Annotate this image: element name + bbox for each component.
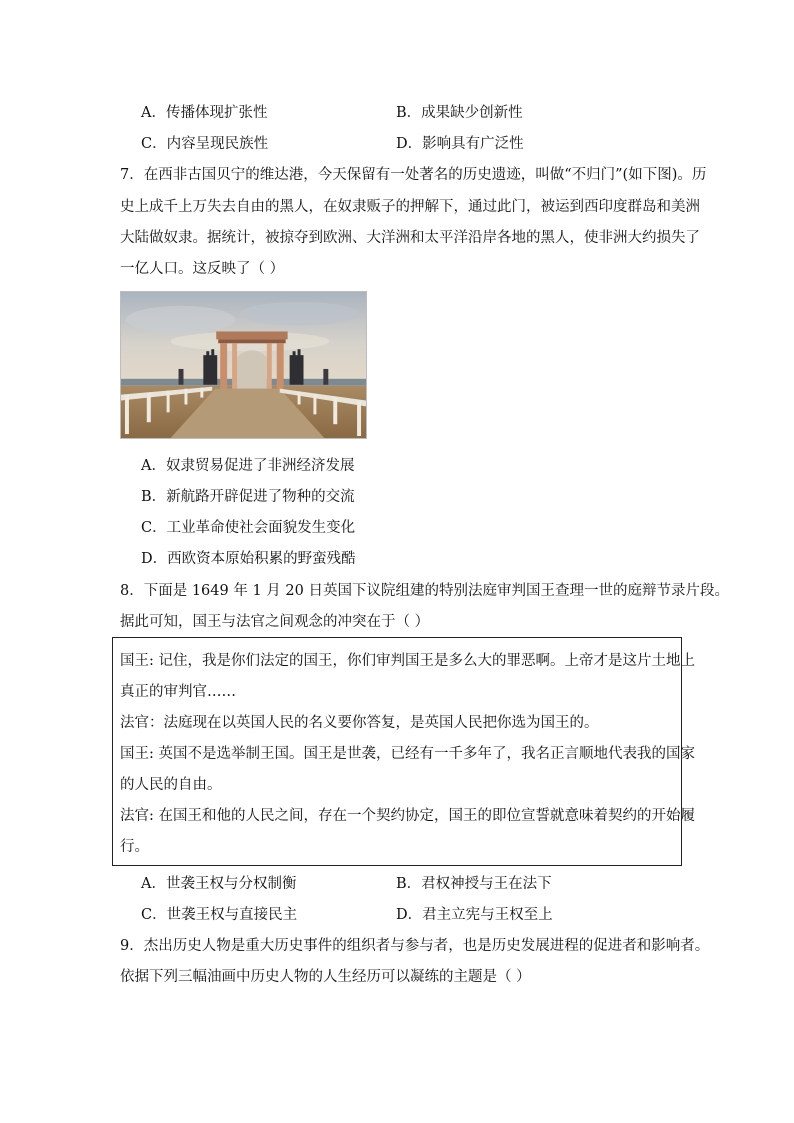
q6-option-d[interactable]: D．影响具有广泛性 [396,136,524,152]
q8-stem-line-2: 据此可知，国王与法官之间观念的冲突在于（ ） [120,614,430,630]
q7-stem-line-3: 大陆做奴隶。据统计，被掠夺到欧洲、大洋洲和太平洋沿岸各地的黑人，使非洲大约损失了 [120,230,700,246]
q7-stem-line-2: 史上成千上万失去自由的黑人，在奴隶贩子的押解下，通过此门，被运到西印度群岛和美洲 [120,199,700,215]
q9-stem-line-1: 9．杰出历史人物是重大历史事件的组织者与参与者，也是历史发展进程的促进者和影响者。 [120,938,710,954]
q8-option-b[interactable]: B．君权神授与王在法下 [396,876,552,892]
q9-stem-line-2: 依据下列三幅油画中历史人物的人生经历可以凝练的主题是（ ） [120,969,531,985]
q7-option-d[interactable]: D．西欧资本原始积累的野蛮残酷 [141,551,356,567]
q8-option-d[interactable]: D．君主立宪与王权至上 [396,907,553,923]
q7-stem-line-1: 7．在西非古国贝宁的维达港，今天保留有一处著名的历史遗迹，叫做“不归门”(如下图)。历 [120,167,707,183]
q6-option-a[interactable]: A．传播体现扩张性 [141,105,268,121]
q8-option-c[interactable]: C．世袭王权与直接民主 [141,907,298,923]
transcript-line-4: 国王: 英国不是选举制王国。国王是世袭，已经有一千多年了，我名正言顺地代表我的国家 [120,746,695,762]
transcript-line-7: 行。 [120,839,149,855]
q8-option-a[interactable]: A．世袭王权与分权制衡 [141,876,297,892]
door-of-no-return-photo [120,291,367,439]
q6-option-b[interactable]: B．成果缺少创新性 [396,105,523,121]
q7-stem-line-4: 一亿人口。这反映了（ ） [120,261,285,277]
q7-option-a[interactable]: A．奴隶贸易促进了非洲经济发展 [141,458,355,474]
q7-option-c[interactable]: C．工业革命使社会面貌发生变化 [141,520,356,536]
q7-option-b[interactable]: B．新航路开辟促进了物种的交流 [141,489,355,505]
transcript-line-5: 的人民的自由。 [120,777,222,793]
q8-stem-line-1: 8．下面是 1649 年 1 月 20 日英国下议院组建的特别法庭审判国王查理一世的庭辩节录片段。 [120,583,729,599]
transcript-line-1: 国王: 记住，我是你们法定的国王，你们审判国王是多么大的罪恶啊。上帝才是这片土地上 [120,653,695,669]
transcript-line-2: 真正的审判官…… [120,684,236,700]
trial-transcript-box [112,637,695,866]
q6-option-c[interactable]: C．内容呈现民族性 [141,136,269,152]
transcript-line-6: 法官: 在国王和他的人民之间，存在一个契约协定，国王的即位宣誓就意味着契约的开始履 [120,808,695,824]
transcript-line-3: 法官：法庭现在以英国人民的名义要你答复，是英国人民把你选为国王的。 [120,715,599,731]
